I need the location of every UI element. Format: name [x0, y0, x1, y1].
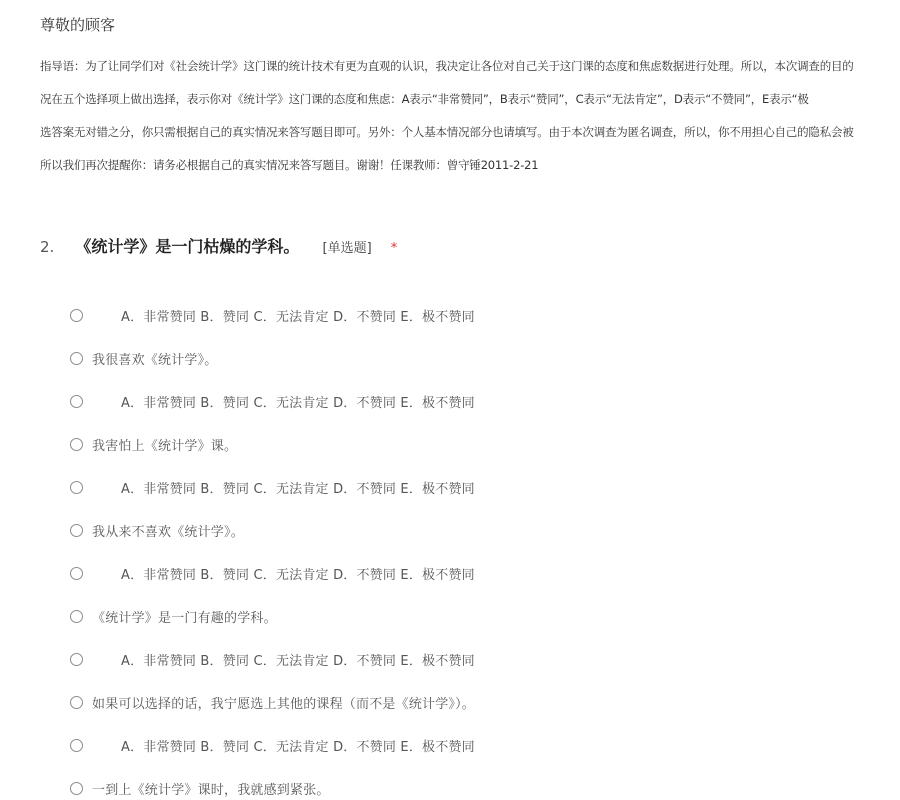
question-title: 《统计学》是一门枯燥的学科。: [75, 237, 300, 256]
survey-greeting: 尊敬的顾客: [40, 16, 116, 34]
intro-line: 选答案无对错之分，你只需根据自己的真实情况来答写题目即可。另外：个人基本情况部分也请填写。由于本次调查为匿名调查，所以，你不用担心自己的隐私会被: [40, 125, 854, 139]
option-label: A．非常赞同 B．赞同 C．无法肯定 D．不赞同 E．极不赞同: [121, 481, 475, 497]
option-3[interactable]: [70, 391, 475, 411]
radio-button[interactable]: [70, 739, 83, 752]
option-label: A．非常赞同 B．赞同 C．无法肯定 D．不赞同 E．极不赞同: [121, 395, 475, 411]
option-10[interactable]: [70, 692, 475, 712]
option-12[interactable]: [70, 778, 330, 798]
radio-button[interactable]: [70, 610, 83, 623]
radio-button[interactable]: [70, 524, 83, 537]
radio-button[interactable]: [70, 696, 83, 709]
intro-line: 指导语：为了让同学们对《社会统计学》这门课的统计技术有更为直观的认识，我决定让各位对自己关于这门课的态度和焦虑数据进行处理。所以，本次调查的目的: [40, 59, 854, 73]
option-label: A．非常赞同 B．赞同 C．无法肯定 D．不赞同 E．极不赞同: [121, 653, 475, 669]
question-number: 2.: [40, 238, 55, 256]
required-mark: *: [390, 241, 398, 256]
option-label: 我很喜欢《统计学》。: [92, 352, 218, 368]
intro-line: 所以我们再次提醒你：请务必根据自己的真实情况来答写题目。谢谢！任课教师：曾守锤2011-2-21: [40, 158, 539, 172]
radio-button[interactable]: [70, 567, 83, 580]
option-7[interactable]: [70, 563, 475, 583]
option-6[interactable]: [70, 520, 244, 540]
option-5[interactable]: [70, 477, 475, 497]
radio-button[interactable]: [70, 309, 83, 322]
intro-line: 况在五个选择项上做出选择，表示你对《统计学》这门课的态度和焦虑：A表示“非常赞同”，B表示“赞同”，C表示“无法肯定”，D表示“不赞同”，E表示“极: [40, 92, 809, 106]
option-label: A．非常赞同 B．赞同 C．无法肯定 D．不赞同 E．极不赞同: [121, 567, 475, 583]
radio-button[interactable]: [70, 438, 83, 451]
radio-button[interactable]: [70, 653, 83, 666]
option-label: 我害怕上《统计学》课。: [92, 438, 238, 454]
question-header: [40, 234, 397, 257]
radio-button[interactable]: [70, 395, 83, 408]
radio-button[interactable]: [70, 782, 83, 795]
option-4[interactable]: [70, 434, 237, 454]
option-label: 如果可以选择的话，我宁愿选上其他的课程（而不是《统计学》）。: [92, 696, 476, 712]
option-label: A．非常赞同 B．赞同 C．无法肯定 D．不赞同 E．极不赞同: [121, 309, 475, 325]
radio-button[interactable]: [70, 352, 83, 365]
question-type-label: [单选题]: [322, 241, 372, 256]
option-1[interactable]: [70, 305, 475, 325]
option-label: 一到上《统计学》课时，我就感到紧张。: [92, 782, 330, 798]
radio-button[interactable]: [70, 481, 83, 494]
option-2[interactable]: [70, 348, 218, 368]
option-8[interactable]: [70, 606, 277, 626]
option-label: A．非常赞同 B．赞同 C．无法肯定 D．不赞同 E．极不赞同: [121, 739, 475, 755]
option-9[interactable]: [70, 649, 475, 669]
option-label: 我从来不喜欢《统计学》。: [92, 524, 244, 540]
option-11[interactable]: [70, 735, 475, 755]
option-label: 《统计学》是一门有趣的学科。: [92, 610, 277, 626]
